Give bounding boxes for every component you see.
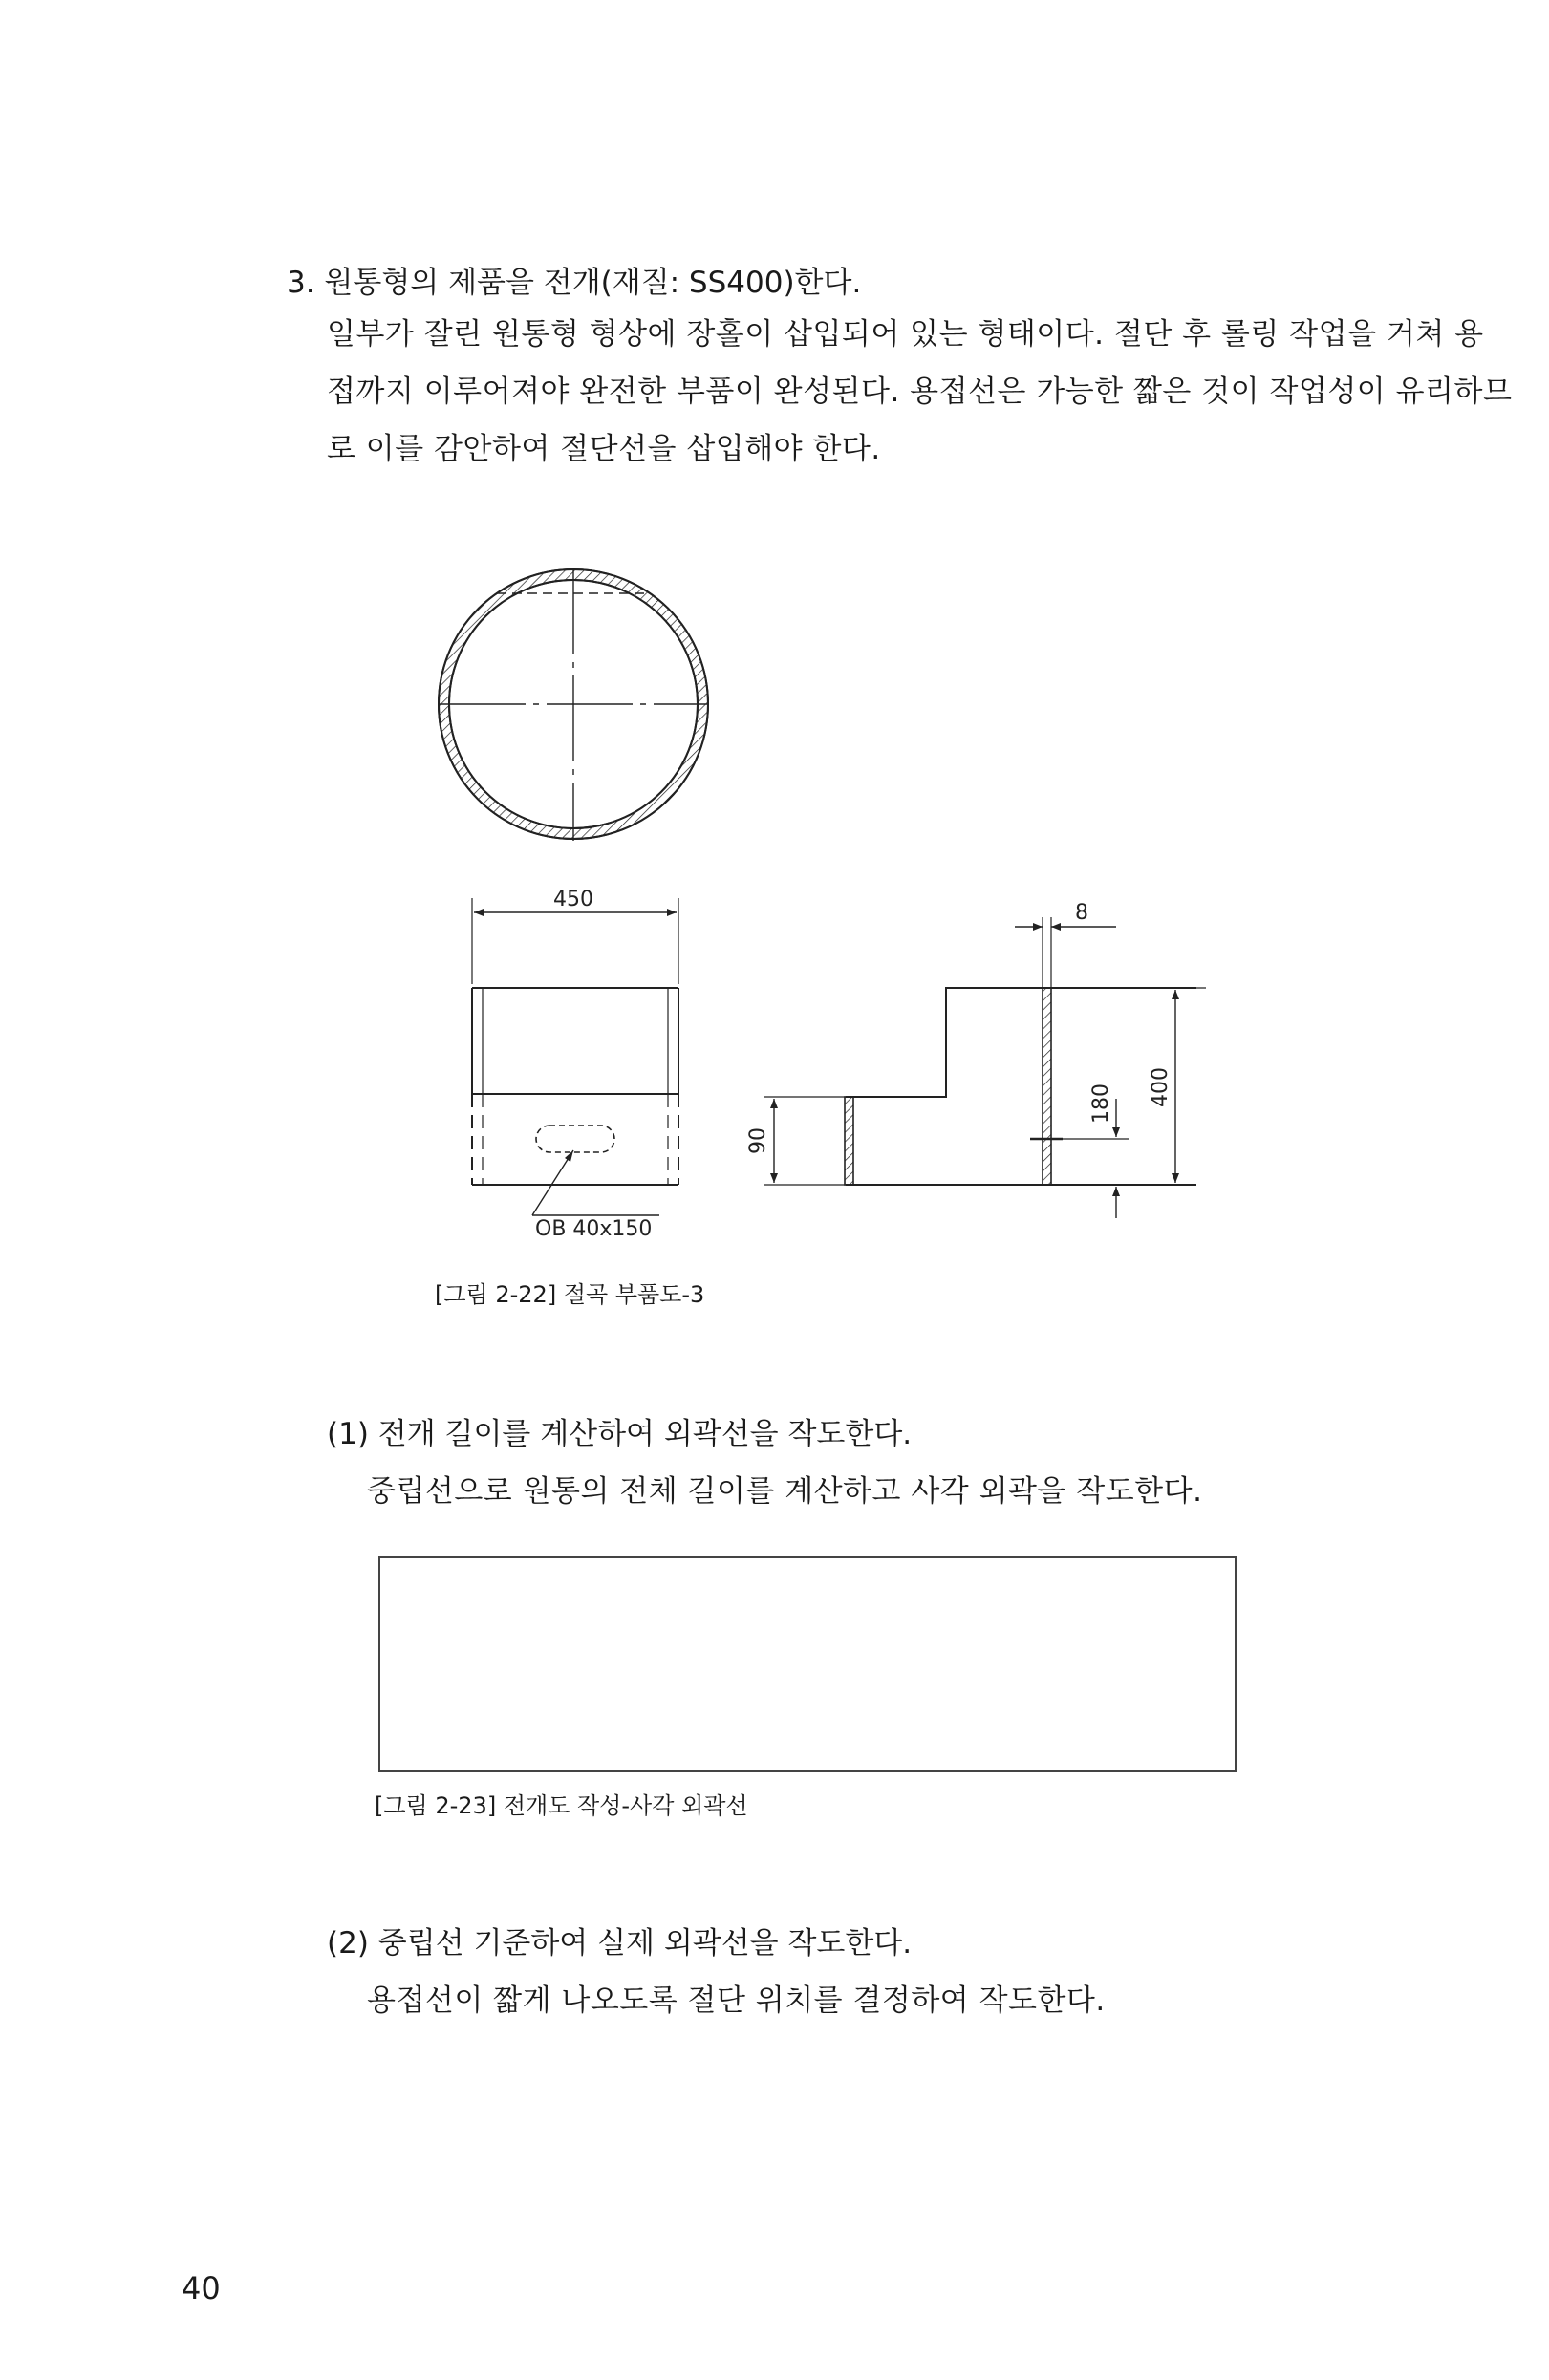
step1-heading: (1) 전개 길이를 계산하여 외곽선을 작도한다. — [327, 1417, 913, 1451]
page-number: 40 — [182, 2270, 221, 2306]
figure-caption-2-23: [그림 2-23] 전개도 작성-사각 외곽선 — [375, 1792, 748, 1819]
step2-text: 용접선이 짧게 나오도록 절단 위치를 결정하여 작도한다. — [367, 1983, 1106, 2018]
paragraph-line-1: 일부가 잘린 원통형 형상에 장홀이 삽입되어 있는 형태이다. 절단 후 롤링 작업을 거쳐 용 — [327, 317, 1484, 352]
paragraph-line-2: 접까지 이루어져야 완전한 부품이 완성된다. 용접선은 가능한 짧은 것이 작업성이 유리하므 — [327, 375, 1513, 409]
dim-height-400: 400 — [1149, 1067, 1173, 1107]
development-outline-rect — [378, 1556, 1237, 1772]
top-view-circle — [439, 568, 708, 841]
paragraph-line-3: 로 이를 감안하여 절단선을 삽입해야 한다. — [327, 432, 881, 466]
figure-caption-2-22: [그림 2-22] 절곡 부품도-3 — [435, 1281, 705, 1308]
front-view — [472, 898, 678, 1215]
dim-cut-180: 180 — [1089, 1083, 1113, 1124]
section-title: 3. 원통형의 제품을 전개(재질: SS400)한다. — [287, 266, 862, 300]
step1-text: 중립선으로 원통의 전체 길이를 계산하고 사각 외곽을 작도한다. — [367, 1474, 1203, 1509]
dim-width-450: 450 — [553, 888, 593, 911]
dim-slot-label: OB 40x150 — [535, 1217, 653, 1241]
dim-slot-90: 90 — [746, 1127, 770, 1154]
step2-heading: (2) 중립선 기준하여 실제 외곽선을 작도한다. — [327, 1926, 913, 1961]
side-view — [764, 917, 1206, 1218]
dim-thickness-8: 8 — [1075, 901, 1088, 925]
